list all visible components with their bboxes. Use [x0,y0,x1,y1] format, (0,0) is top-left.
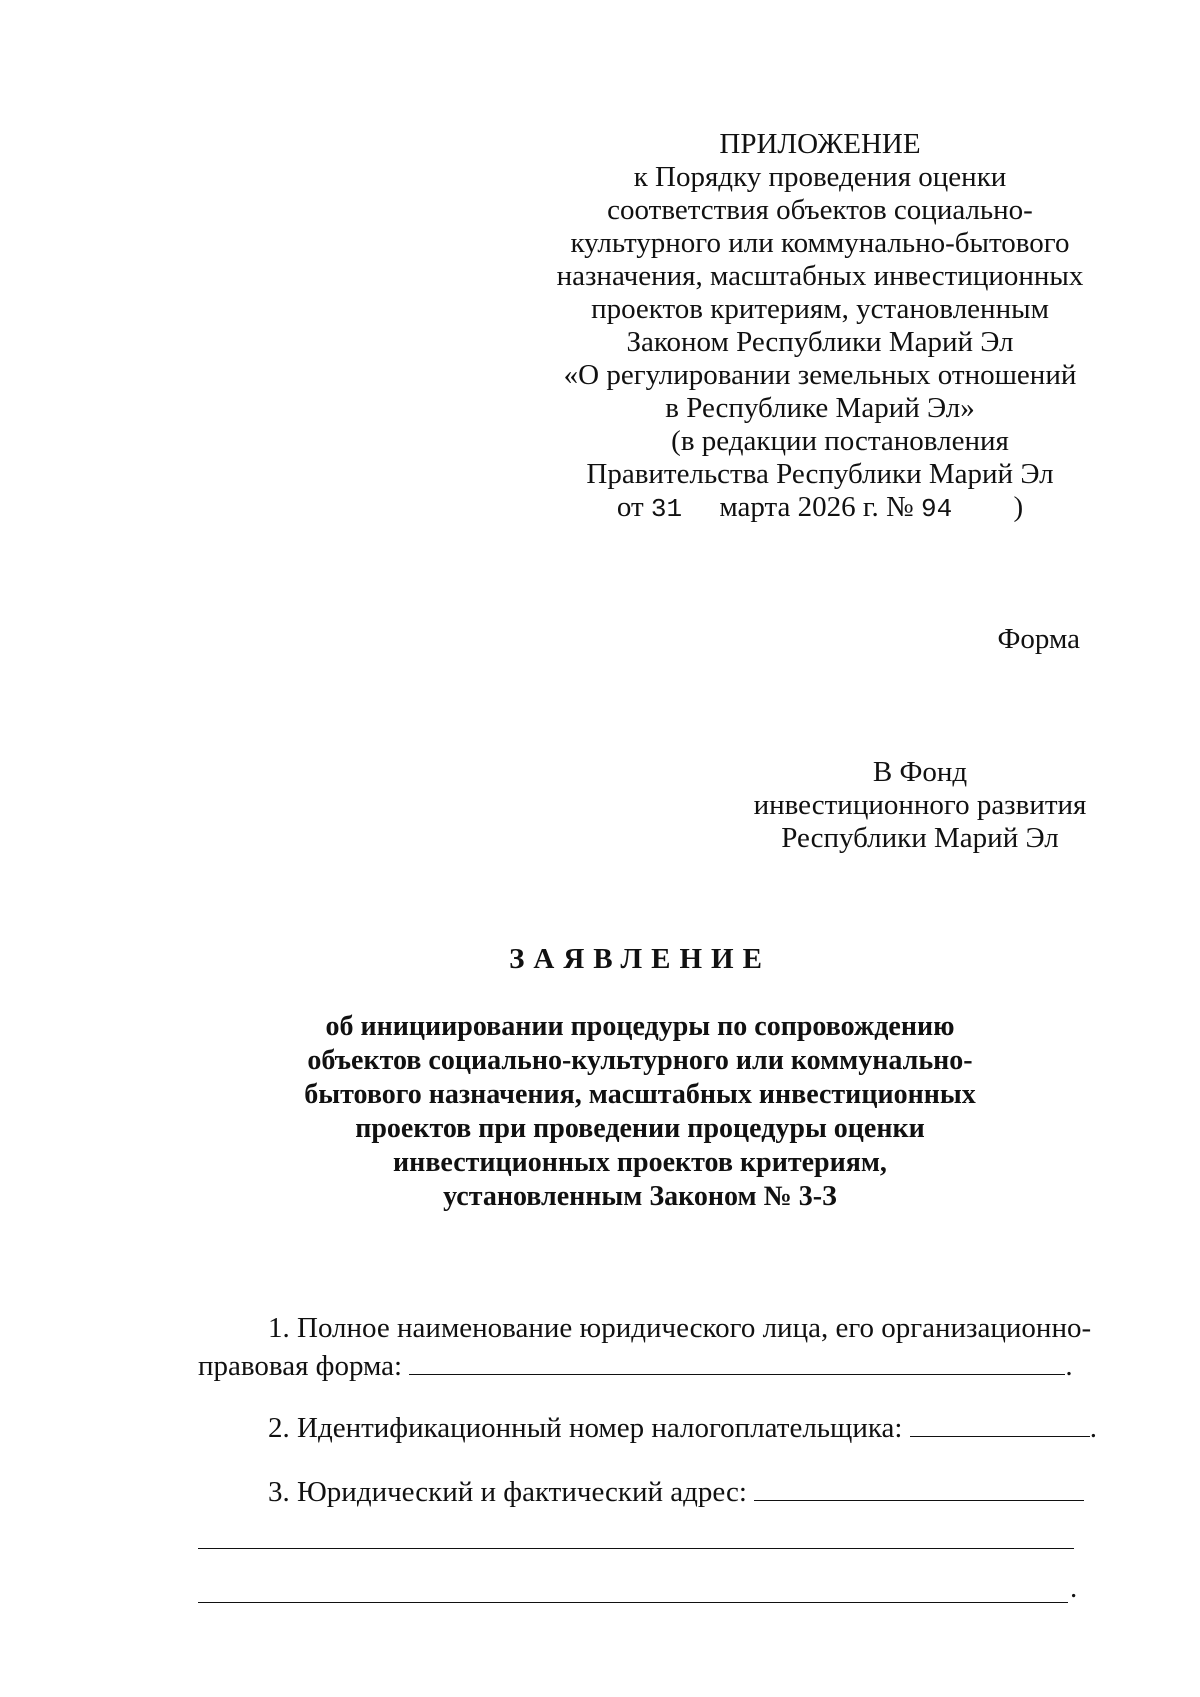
item-1-line-2 [198,1348,1073,1383]
edition-line: Правительства Республики Марий Эл [586,458,1054,490]
appendix-line: проектов критериям, установленным [591,293,1049,325]
resolution-number: 94 [920,494,953,524]
subject-line: об инициировании процедуры по сопровождению [325,1011,955,1042]
date-month-year: марта 2026 г. № [719,491,914,523]
period: . [1070,1572,1078,1604]
subject-line: проектов при проведении процедуры оценки [355,1113,925,1144]
legal-form-label: правовая форма: [198,1350,403,1382]
addressee-line: инвестиционного развития [753,789,1087,821]
addressee-line: В Фонд [872,756,968,788]
date-day: 31 [650,494,683,524]
legal-name-blank-field[interactable] [409,1348,1065,1375]
address-blank-field[interactable] [754,1474,1084,1501]
addressee-block [740,756,1100,855]
date-close-paren: ) [1013,491,1024,523]
subject-line: объектов социально-культурного или коммунально- [307,1045,973,1076]
inn-label: 2. Идентификационный номер налогоплательщика: [268,1412,903,1444]
appendix-line: «О регулировании земельных отношений [563,359,1077,391]
subject-line: бытового назначения, масштабных инвестиционных [304,1079,976,1110]
appendix-line: в Республике Марий Эл» [665,392,975,424]
inn-blank-field[interactable] [910,1410,1090,1437]
appendix-line: назначения, масштабных инвестиционных [556,260,1084,292]
item-1-line-1: 1. Полное наименование юридического лица, его организационно- [268,1312,1092,1344]
item-3 [268,1474,1084,1509]
period: . [1089,1412,1097,1444]
address-blank-line-3[interactable] [198,1602,1068,1603]
appendix-block [550,128,1090,526]
appendix-line: к Порядку проведения оценки [633,161,1007,193]
period: . [1065,1350,1073,1382]
appendix-line: соответствия объектов социально- [607,194,1033,226]
form-label: Форма [997,623,1080,655]
document-title: ЗАЯВЛЕНИЕ [509,943,771,975]
appendix-line: культурного или коммунально-бытового [570,227,1070,259]
subject-line: установленным Законом № 3-З [443,1181,837,1212]
appendix-heading: ПРИЛОЖЕНИЕ [719,128,921,160]
address-label: 3. Юридический и фактический адрес: [268,1476,747,1508]
appendix-line: Законом Республики Марий Эл [626,326,1014,358]
subject-line: инвестиционных проектов критериям, [393,1147,887,1178]
addressee-line: Республики Марий Эл [781,822,1059,854]
edition-line: (в редакции постановления [671,425,1009,457]
application-subject [200,1010,1080,1214]
resolution-date-line [550,491,1090,526]
address-blank-line-2[interactable] [198,1548,1074,1549]
item-2 [268,1410,1097,1445]
date-prefix: от [616,491,644,523]
